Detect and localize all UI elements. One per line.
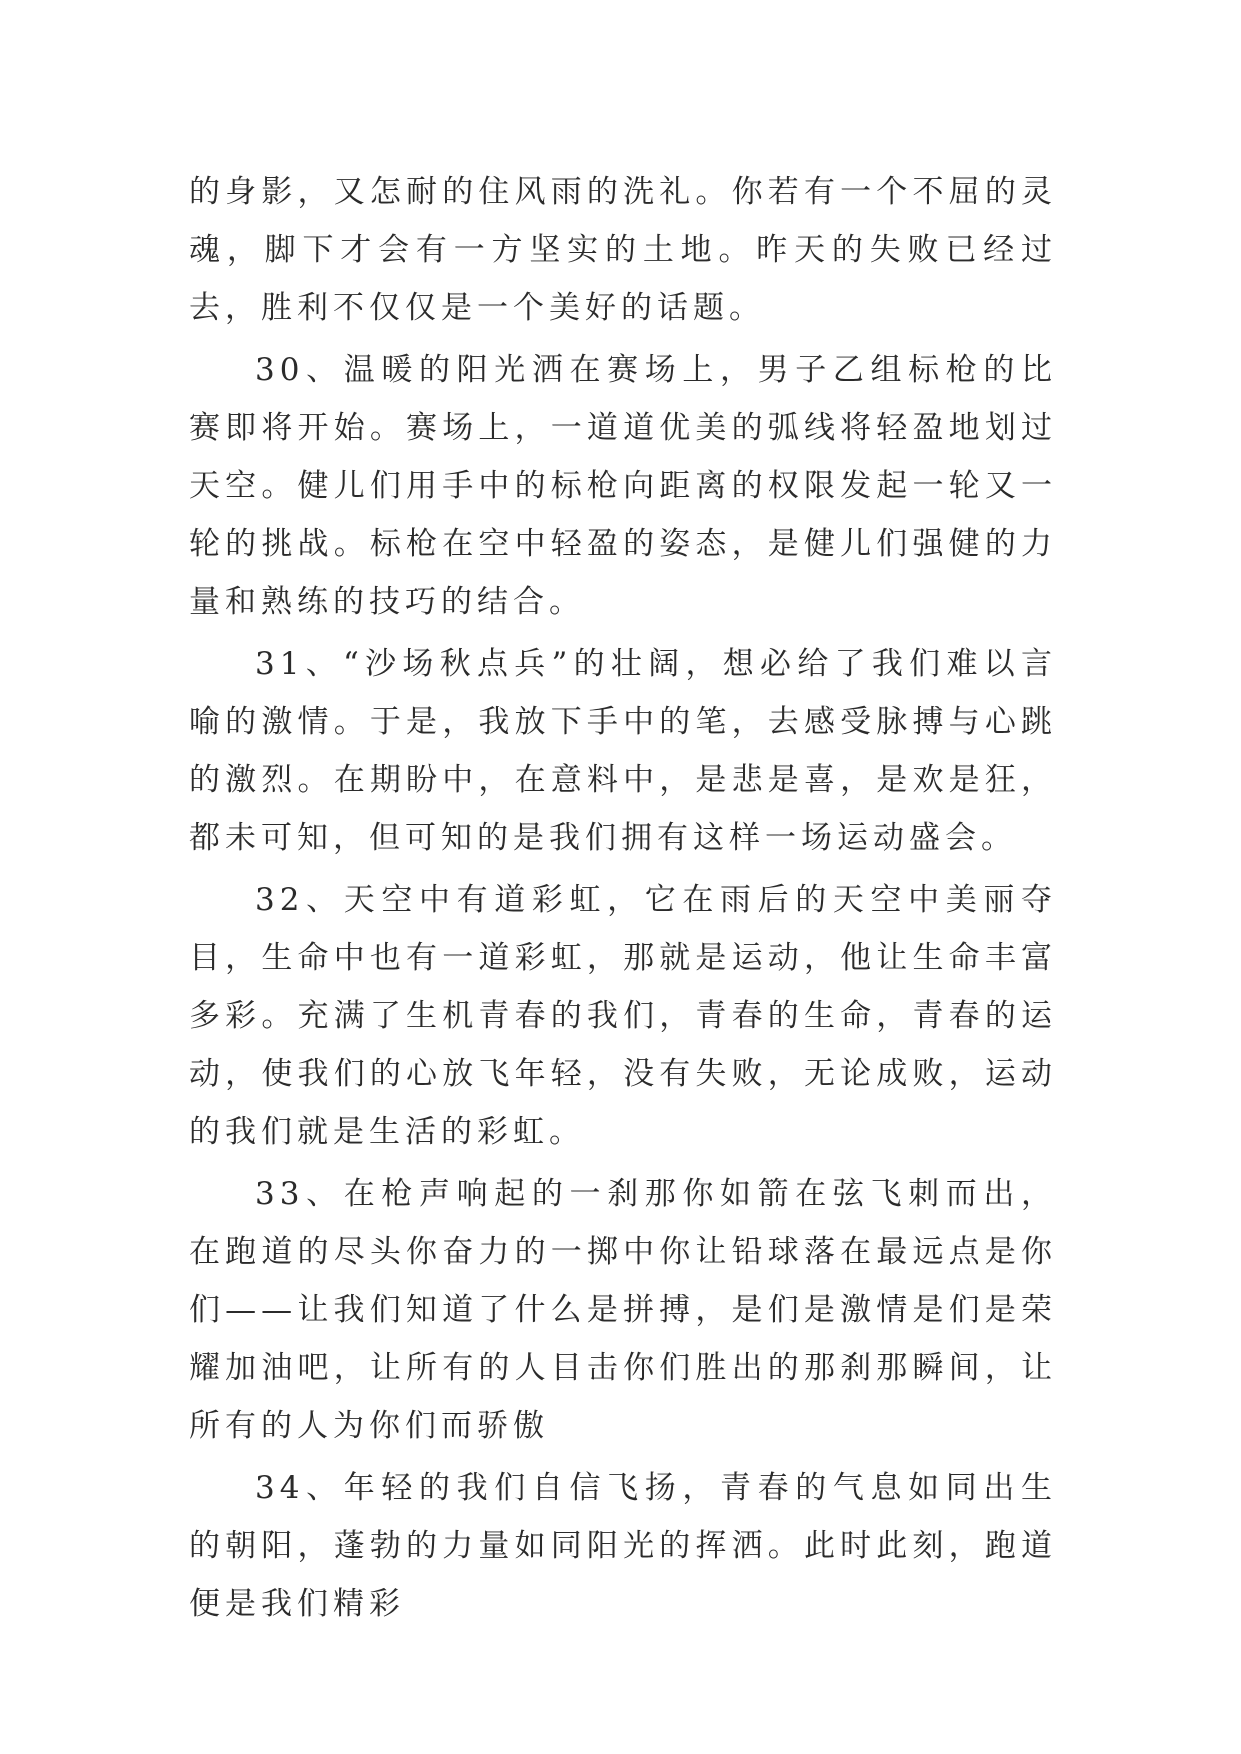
paragraph-33: 33、在枪声响起的一刹那你如箭在弦飞刺而出，在跑道的尽头你奋力的一掷中你让铅球落在最远点是你们——让我们知道了什么是拼搏，是们是激情是们是荣耀加油吧，让所有的人目击你们胜出的那刹那瞬间，让所有的人为你们而骄傲 [189, 1176, 1057, 1444]
paragraph-32: 32、天空中有道彩虹，它在雨后的天空中美丽夺目，生命中也有一道彩虹，那就是运动，他让生命丰富多彩。充满了生机青春的我们，青春的生命，青春的运动，使我们的心放飞年轻，没有失败，无论成败，运动的我们就是生活的彩虹。 [189, 882, 1057, 1150]
paragraph-continuation: 的身影，又怎耐的住风雨的洗礼。你若有一个不屈的灵魂，脚下才会有一方坚实的土地。昨天的失败已经过去，胜利不仅仅是一个美好的话题。 [189, 174, 1057, 326]
document-body [189, 163, 1057, 1637]
paragraph-31: 31、“沙场秋点兵”的壮阔，想必给了我们难以言喻的激情。于是，我放下手中的笔，去感受脉搏与心跳的激烈。在期盼中，在意料中，是悲是喜，是欢是狂，都未可知，但可知的是我们拥有这样一场运动盛会。 [189, 646, 1057, 856]
paragraph-30: 30、温暖的阳光洒在赛场上，男子乙组标枪的比赛即将开始。赛场上，一道道优美的弧线将轻盈地划过天空。健儿们用手中的标枪向距离的权限发起一轮又一轮的挑战。标枪在空中轻盈的姿态，是健儿们强健的力量和熟练的技巧的结合。 [189, 352, 1057, 620]
paragraph-34: 34、年轻的我们自信飞扬，青春的气息如同出生的朝阳，蓬勃的力量如同阳光的挥洒。此时此刻，跑道便是我们精彩 [189, 1470, 1057, 1622]
